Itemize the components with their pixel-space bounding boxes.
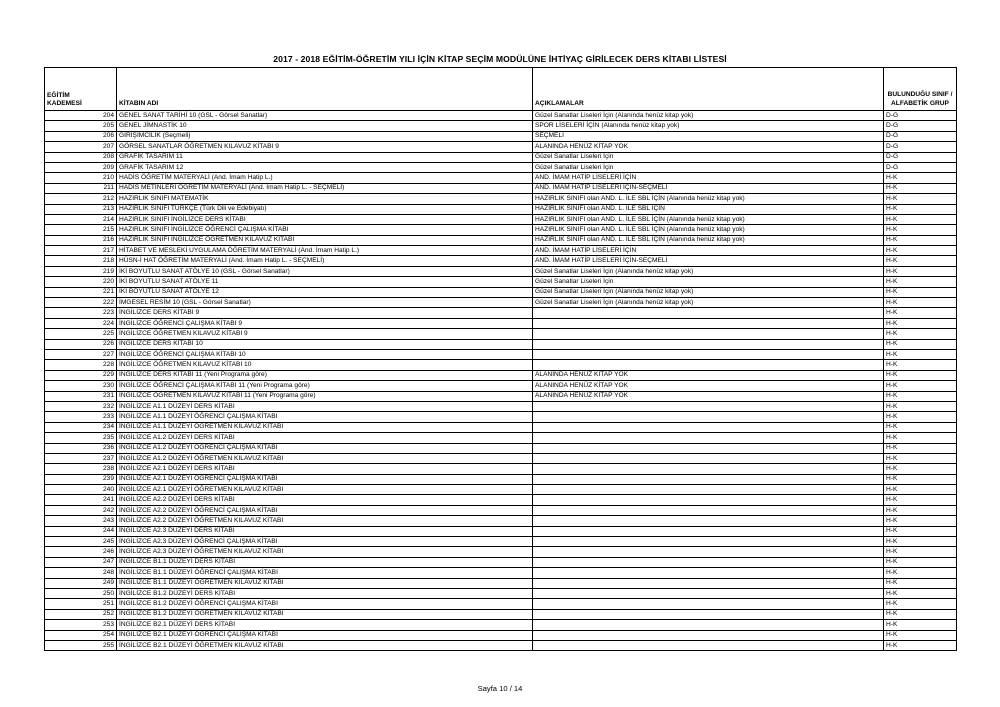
alphabetic-group: H-K (884, 173, 957, 183)
book-name: İNGİLİZCE ÖĞRETMEN KILAVUZ KİTABI 9 (117, 329, 533, 339)
book-note: ALANINDA HENÜZ KİTAP YOK (533, 391, 884, 401)
alphabetic-group: H-K (884, 370, 957, 380)
row-number: 229 (45, 370, 117, 380)
book-name: İNGİLİZCE A2.3 DÜZEYİ ÖĞRENCİ ÇALIŞMA KİTABI (117, 537, 533, 547)
book-note: Güzel Sanatlar Liseleri İçin (Alanında henüz kitap yok) (533, 266, 884, 276)
book-note (533, 349, 884, 359)
alphabetic-group: H-K (884, 277, 957, 287)
alphabetic-group: H-K (884, 318, 957, 328)
table-row (45, 464, 957, 474)
row-number: 204 (45, 111, 117, 121)
row-number: 240 (45, 485, 117, 495)
table-row (45, 557, 957, 567)
book-name: İNGİLİZCE B1.2 DÜZEYİ DERS KİTABI (117, 588, 533, 598)
row-number: 213 (45, 204, 117, 214)
book-name: HAZIRLIK SINIFI TÜRKÇE (Türk Dili ve Edebiyatı) (117, 204, 533, 214)
alphabetic-group: H-K (884, 516, 957, 526)
book-note: AND. İMAM HATİP LİSELERİ İÇİN-SEÇMELİ (533, 183, 884, 193)
row-number: 255 (45, 640, 117, 650)
alphabetic-group: D-G (884, 152, 957, 162)
alphabetic-group: H-K (884, 266, 957, 276)
book-note: Güzel Sanatlar Liseleri İçin (Alanında henüz kitap yok) (533, 298, 884, 308)
book-note: Güzel Sanatlar Liseleri İçin (Alanında henüz kitap yok) (533, 287, 884, 297)
row-number: 254 (45, 630, 117, 640)
table-row (45, 495, 957, 505)
book-name: İNGİLİZCE A1.2 DÜZEYİ ÖĞRENCİ ÇALIŞMA KİTABI (117, 443, 533, 453)
table-row (45, 131, 957, 141)
table-row (45, 640, 957, 650)
book-note (533, 412, 884, 422)
book-name: İNGİLİZCE DERS KİTABI 10 (117, 339, 533, 349)
book-note (533, 401, 884, 411)
book-name: İNGİLİZCE B1.1 DÜZEYİ ÖĞRENCİ ÇALIŞMA KİTABI (117, 568, 533, 578)
alphabetic-group: H-K (884, 287, 957, 297)
table-row (45, 266, 957, 276)
book-name: İNGİLİZCE B2.1 DÜZEYİ DERS KİTABI (117, 620, 533, 630)
row-number: 225 (45, 329, 117, 339)
book-name: İNGİLİZCE DERS KİTABI 11 (Yeni Programa göre) (117, 370, 533, 380)
table-row (45, 360, 957, 370)
alphabetic-group: D-G (884, 111, 957, 121)
alphabetic-group: H-K (884, 537, 957, 547)
table-row (45, 381, 957, 391)
row-number: 248 (45, 568, 117, 578)
table-row (45, 547, 957, 557)
alphabetic-group: H-K (884, 391, 957, 401)
book-note (533, 422, 884, 432)
row-number: 207 (45, 142, 117, 152)
row-number: 210 (45, 173, 117, 183)
book-note (533, 630, 884, 640)
table-row (45, 298, 957, 308)
table-row (45, 474, 957, 484)
book-name: İNGİLİZCE ÖĞRENCİ ÇALIŞMA KİTABI 9 (117, 318, 533, 328)
alphabetic-group: H-K (884, 422, 957, 432)
alphabetic-group: H-K (884, 485, 957, 495)
table-row (45, 287, 957, 297)
table-row (45, 443, 957, 453)
page-number: Sayfa 10 / 14 (477, 684, 523, 693)
table-row (45, 256, 957, 266)
header-aciklamalar: AÇIKLAMALAR (533, 68, 884, 111)
alphabetic-group: H-K (884, 204, 957, 214)
book-name: İKİ BOYUTLU SANAT ATÖLYE 10 (GSL - Görsel Sanatlar) (117, 266, 533, 276)
alphabetic-group: H-K (884, 412, 957, 422)
table-row (45, 433, 957, 443)
document-title: 2017 - 2018 EĞİTİM-ÖĞRETİM YILI İÇİN KİTAP SEÇİM MODÜLÜNE İHTİYAÇ GİRİLECEK DERS KİTABI LİSTESİ (273, 54, 727, 64)
table-row (45, 183, 957, 193)
row-number: 243 (45, 516, 117, 526)
alphabetic-group: H-K (884, 599, 957, 609)
table-row (45, 152, 957, 162)
alphabetic-group: H-K (884, 453, 957, 463)
book-note (533, 495, 884, 505)
row-number: 250 (45, 588, 117, 598)
row-number: 231 (45, 391, 117, 401)
alphabetic-group: H-K (884, 433, 957, 443)
book-name: HÜSN-İ HAT ÖĞRETİM MATERYALİ (And. İmam Hatip L. - SEÇMELİ) (117, 256, 533, 266)
book-note (533, 599, 884, 609)
alphabetic-group: H-K (884, 620, 957, 630)
table-row (45, 516, 957, 526)
book-name: HADİS ÖĞRETİM MATERYALİ (And. İmam Hatip L.) (117, 173, 533, 183)
table-row (45, 194, 957, 204)
book-name: GRAFİK TASARIM 11 (117, 152, 533, 162)
table-row (45, 620, 957, 630)
table-row (45, 370, 957, 380)
book-name: HAZIRLIK SINIFI MATEMATİK (117, 194, 533, 204)
book-name: İNGİLİZCE A2.3 DÜZEYİ ÖĞRETMEN KILAVUZ KİTABI (117, 547, 533, 557)
table-row (45, 505, 957, 515)
table-row (45, 308, 957, 318)
book-note: SEÇMELİ (533, 131, 884, 141)
book-note (533, 526, 884, 536)
alphabetic-group: H-K (884, 225, 957, 235)
alphabetic-group: H-K (884, 194, 957, 204)
header-alfabetik-grup: BULUNDUĞU SINIF / ALFABETİK GRUP (884, 68, 957, 111)
alphabetic-group: H-K (884, 235, 957, 245)
book-name: İMGESEL RESİM 10 (GSL - Görsel Sanatlar) (117, 298, 533, 308)
book-note (533, 537, 884, 547)
book-name: HADİS METİNLERİ ÖĞRETİM MATERYALİ (And. İmam Hatip L. - SEÇMELİ) (117, 183, 533, 193)
book-note (533, 308, 884, 318)
book-note: ALANINDA HENÜZ KİTAP YOK (533, 370, 884, 380)
alphabetic-group: H-K (884, 401, 957, 411)
header-egitim-kademesi (45, 68, 117, 111)
row-number: 205 (45, 121, 117, 131)
row-number: 232 (45, 401, 117, 411)
alphabetic-group: H-K (884, 547, 957, 557)
table-row (45, 111, 957, 121)
alphabetic-group: H-K (884, 443, 957, 453)
book-name: İKİ BOYUTLU SANAT ATÖLYE 12 (117, 287, 533, 297)
alphabetic-group: H-K (884, 495, 957, 505)
alphabetic-group: H-K (884, 360, 957, 370)
table-row (45, 318, 957, 328)
book-note: HAZIRLIK SINIFI olan AND. L. İLE SBL İÇİN (Alanında henüz kitap yok) (533, 214, 884, 224)
book-note: Güzel Sanatlar Liseleri İçin (533, 162, 884, 172)
table-row (45, 246, 957, 256)
alphabetic-group: H-K (884, 474, 957, 484)
book-note: AND. İMAM HATİP LİSELERİ İÇİN-SEÇMELİ (533, 256, 884, 266)
book-note: AND. İMAM HATİP LİSELERİ İÇİN (533, 173, 884, 183)
book-name: İNGİLİZCE A1.2 DÜZEYİ ÖĞRETMEN KILAVUZ KİTABI (117, 453, 533, 463)
row-number: 223 (45, 308, 117, 318)
alphabetic-group: H-K (884, 557, 957, 567)
book-name: GENEL SANAT TARİHİ 10 (GSL - Görsel Sanatlar) (117, 111, 533, 121)
table-body (45, 111, 957, 651)
row-number: 230 (45, 381, 117, 391)
book-name: İNGİLİZCE A1.1 DÜZEYİ DERS KİTABI (117, 401, 533, 411)
book-name: İNGİLİZCE A1.2 DÜZEYİ DERS KİTABI (117, 433, 533, 443)
row-number: 209 (45, 162, 117, 172)
book-note (533, 578, 884, 588)
table-row (45, 339, 957, 349)
alphabetic-group: H-K (884, 256, 957, 266)
book-name: İNGİLİZCE B1.2 DÜZEYİ ÖĞRETMEN KILAVUZ KİTABI (117, 609, 533, 619)
alphabetic-group: H-K (884, 526, 957, 536)
table-header-row (45, 68, 957, 111)
row-number: 239 (45, 474, 117, 484)
book-note (533, 339, 884, 349)
book-note (533, 547, 884, 557)
book-name: HİTABET VE MESLEKİ UYGULAMA ÖĞRETİM MATERYALİ (And. İmam Hatip L.) (117, 246, 533, 256)
alphabetic-group: H-K (884, 630, 957, 640)
row-number: 233 (45, 412, 117, 422)
header-kademe-line1: EĞİTİM (47, 92, 70, 99)
alphabetic-group: H-K (884, 568, 957, 578)
table-row (45, 453, 957, 463)
book-name: İNGİLİZCE B1.1 DÜZEYİ ÖĞRETMEN KILAVUZ KİTABI (117, 578, 533, 588)
row-number: 216 (45, 235, 117, 245)
alphabetic-group: H-K (884, 609, 957, 619)
book-name: İNGİLİZCE B1.1 DÜZEYİ DERS KİTABI (117, 557, 533, 567)
alphabetic-group: D-G (884, 142, 957, 152)
row-number: 249 (45, 578, 117, 588)
table-row (45, 162, 957, 172)
book-name: İNGİLİZCE B1.2 DÜZEYİ ÖĞRENCİ ÇALIŞMA KİTABI (117, 599, 533, 609)
alphabetic-group: H-K (884, 381, 957, 391)
row-number: 208 (45, 152, 117, 162)
book-note: SPOR LİSELERİ İÇİN (Alanında henüz kitap yok) (533, 121, 884, 131)
table-row (45, 578, 957, 588)
book-name: İNGİLİZCE A2.1 DÜZEYİ DERS KİTABI (117, 464, 533, 474)
book-note: AND. İMAM HATİP LİSELERİ İÇİN (533, 246, 884, 256)
table-row (45, 537, 957, 547)
table-row (45, 277, 957, 287)
book-note (533, 640, 884, 650)
row-number: 237 (45, 453, 117, 463)
book-name: İNGİLİZCE ÖĞRENCİ ÇALIŞMA KİTABI 11 (Yeni Programa göre) (117, 381, 533, 391)
book-list-table (44, 67, 957, 651)
row-number: 252 (45, 609, 117, 619)
table-row (45, 599, 957, 609)
alphabetic-group: D-G (884, 131, 957, 141)
book-note (533, 516, 884, 526)
table-row (45, 630, 957, 640)
alphabetic-group: H-K (884, 640, 957, 650)
alphabetic-group: D-G (884, 162, 957, 172)
book-name: İNGİLİZCE DERS KİTABI 9 (117, 308, 533, 318)
alphabetic-group: H-K (884, 588, 957, 598)
book-note (533, 568, 884, 578)
book-name: İNGİLİZCE ÖĞRETMEN KILAVUZ KİTABI 11 (Yeni Programa göre) (117, 391, 533, 401)
book-note (533, 453, 884, 463)
row-number: 236 (45, 443, 117, 453)
row-number: 211 (45, 183, 117, 193)
book-note (533, 329, 884, 339)
book-name: İNGİLİZCE B2.1 DÜZEYİ ÖĞRENCİ ÇALIŞMA KİTABI (117, 630, 533, 640)
book-note (533, 609, 884, 619)
row-number: 221 (45, 287, 117, 297)
book-name: İNGİLİZCE ÖĞRENCİ ÇALIŞMA KİTABI 10 (117, 349, 533, 359)
book-note (533, 588, 884, 598)
book-note: HAZIRLIK SINIFI olan AND. L. İLE SBL İÇİN (533, 204, 884, 214)
table-row (45, 526, 957, 536)
book-note: ALANINDA HENÜZ KİTAP YOK (533, 142, 884, 152)
book-name: GÖRSEL SANATLAR ÖĞRETMEN KILAVUZ KİTABI 9 (117, 142, 533, 152)
row-number: 222 (45, 298, 117, 308)
book-name: İNGİLİZCE A2.1 DÜZEYİ ÖĞRETMEN KILAVUZ KİTABI (117, 485, 533, 495)
book-note (533, 620, 884, 630)
book-name: İKİ BOYUTLU SANAT ATÖLYE 11 (117, 277, 533, 287)
book-note: Güzel Sanatlar Liseleri İçin (533, 152, 884, 162)
book-note (533, 505, 884, 515)
book-name: HAZIRLIK SINIFI İNGİLİZCE ÖĞRENCİ ÇALIŞMA KİTABI (117, 225, 533, 235)
book-note (533, 474, 884, 484)
alphabetic-group: D-G (884, 121, 957, 131)
row-number: 244 (45, 526, 117, 536)
table-row (45, 422, 957, 432)
book-name: GRAFİK TASARIM 12 (117, 162, 533, 172)
book-name: İNGİLİZCE A1.1 DÜZEYİ ÖĞRENCİ ÇALIŞMA KİTABI (117, 412, 533, 422)
table-row (45, 142, 957, 152)
book-note (533, 464, 884, 474)
book-name: İNGİLİZCE ÖĞRETMEN KILAVUZ KİTABI 10 (117, 360, 533, 370)
book-note (533, 433, 884, 443)
row-number: 224 (45, 318, 117, 328)
table-row (45, 173, 957, 183)
table-row (45, 401, 957, 411)
book-note (533, 443, 884, 453)
alphabetic-group: H-K (884, 505, 957, 515)
alphabetic-group: H-K (884, 329, 957, 339)
table-row (45, 214, 957, 224)
row-number: 206 (45, 131, 117, 141)
book-note (533, 318, 884, 328)
book-name: İNGİLİZCE A2.2 DÜZEYİ DERS KİTABI (117, 495, 533, 505)
table-row (45, 412, 957, 422)
row-number: 227 (45, 349, 117, 359)
book-note (533, 557, 884, 567)
alphabetic-group: H-K (884, 308, 957, 318)
row-number: 245 (45, 537, 117, 547)
header-kitabin-adi: KİTABIN ADI (117, 68, 533, 111)
row-number: 218 (45, 256, 117, 266)
row-number: 234 (45, 422, 117, 432)
row-number: 219 (45, 266, 117, 276)
book-name: GİRİŞİMCİLİK (Seçmeli) (117, 131, 533, 141)
table-row (45, 329, 957, 339)
row-number: 253 (45, 620, 117, 630)
book-note (533, 360, 884, 370)
alphabetic-group: H-K (884, 214, 957, 224)
alphabetic-group: H-K (884, 349, 957, 359)
table-row (45, 349, 957, 359)
alphabetic-group: H-K (884, 464, 957, 474)
table-row (45, 588, 957, 598)
row-number: 251 (45, 599, 117, 609)
book-name: İNGİLİZCE A1.1 DÜZEYİ ÖĞRETMEN KILAVUZ KİTABI (117, 422, 533, 432)
table-row (45, 485, 957, 495)
row-number: 246 (45, 547, 117, 557)
row-number: 235 (45, 433, 117, 443)
row-number: 242 (45, 505, 117, 515)
book-name: İNGİLİZCE A2.3 DÜZEYİ DERS KİTABI (117, 526, 533, 536)
book-name: GENEL JİMNASTİK 10 (117, 121, 533, 131)
table-row (45, 121, 957, 131)
row-number: 226 (45, 339, 117, 349)
row-number: 217 (45, 246, 117, 256)
alphabetic-group: H-K (884, 339, 957, 349)
book-note (533, 485, 884, 495)
table-row (45, 225, 957, 235)
book-note: HAZIRLIK SINIFI olan AND. L. İLE SBL İÇİN (Alanında henüz kitap yok) (533, 235, 884, 245)
row-number: 228 (45, 360, 117, 370)
book-name: İNGİLİZCE A2.1 DÜZEYİ ÖĞRENCİ ÇALIŞMA KİTABI (117, 474, 533, 484)
row-number: 220 (45, 277, 117, 287)
book-note: HAZIRLIK SINIFI olan AND. L. İLE SBL İÇİN (Alanında henüz kitap yok) (533, 194, 884, 204)
table-row (45, 609, 957, 619)
book-name: İNGİLİZCE A2.2 DÜZEYİ ÖĞRENCİ ÇALIŞMA KİTABI (117, 505, 533, 515)
row-number: 214 (45, 214, 117, 224)
alphabetic-group: H-K (884, 246, 957, 256)
row-number: 247 (45, 557, 117, 567)
alphabetic-group: H-K (884, 298, 957, 308)
table-row (45, 568, 957, 578)
book-note: Güzel Sanatlar Liseleri İçin (533, 277, 884, 287)
book-name: İNGİLİZCE A2.2 DÜZEYİ ÖĞRETMEN KILAVUZ KİTABI (117, 516, 533, 526)
row-number: 241 (45, 495, 117, 505)
book-name: HAZIRLIK SINIFI İNGİLİZCE ÖĞRETMEN KILAVUZ KİTABI (117, 235, 533, 245)
table-row (45, 391, 957, 401)
row-number: 215 (45, 225, 117, 235)
book-note: HAZIRLIK SINIFI olan AND. L. İLE SBL İÇİN (Alanında henüz kitap yok) (533, 225, 884, 235)
table-row (45, 235, 957, 245)
book-name: İNGİLİZCE B2.1 DÜZEYİ ÖĞRETMEN KILAVUZ KİTABI (117, 640, 533, 650)
alphabetic-group: H-K (884, 183, 957, 193)
table-row (45, 204, 957, 214)
book-note: ALANINDA HENÜZ KİTAP YOK (533, 381, 884, 391)
book-note: Güzel Sanatlar Liseleri İçin (Alanında henüz kitap yok) (533, 111, 884, 121)
alphabetic-group: H-K (884, 578, 957, 588)
row-number: 238 (45, 464, 117, 474)
header-kademe-line2: KADEMESİ (47, 100, 82, 107)
book-name: HAZIRLIK SINIFI İNGİLİZCE DERS KİTABI (117, 214, 533, 224)
row-number: 212 (45, 194, 117, 204)
